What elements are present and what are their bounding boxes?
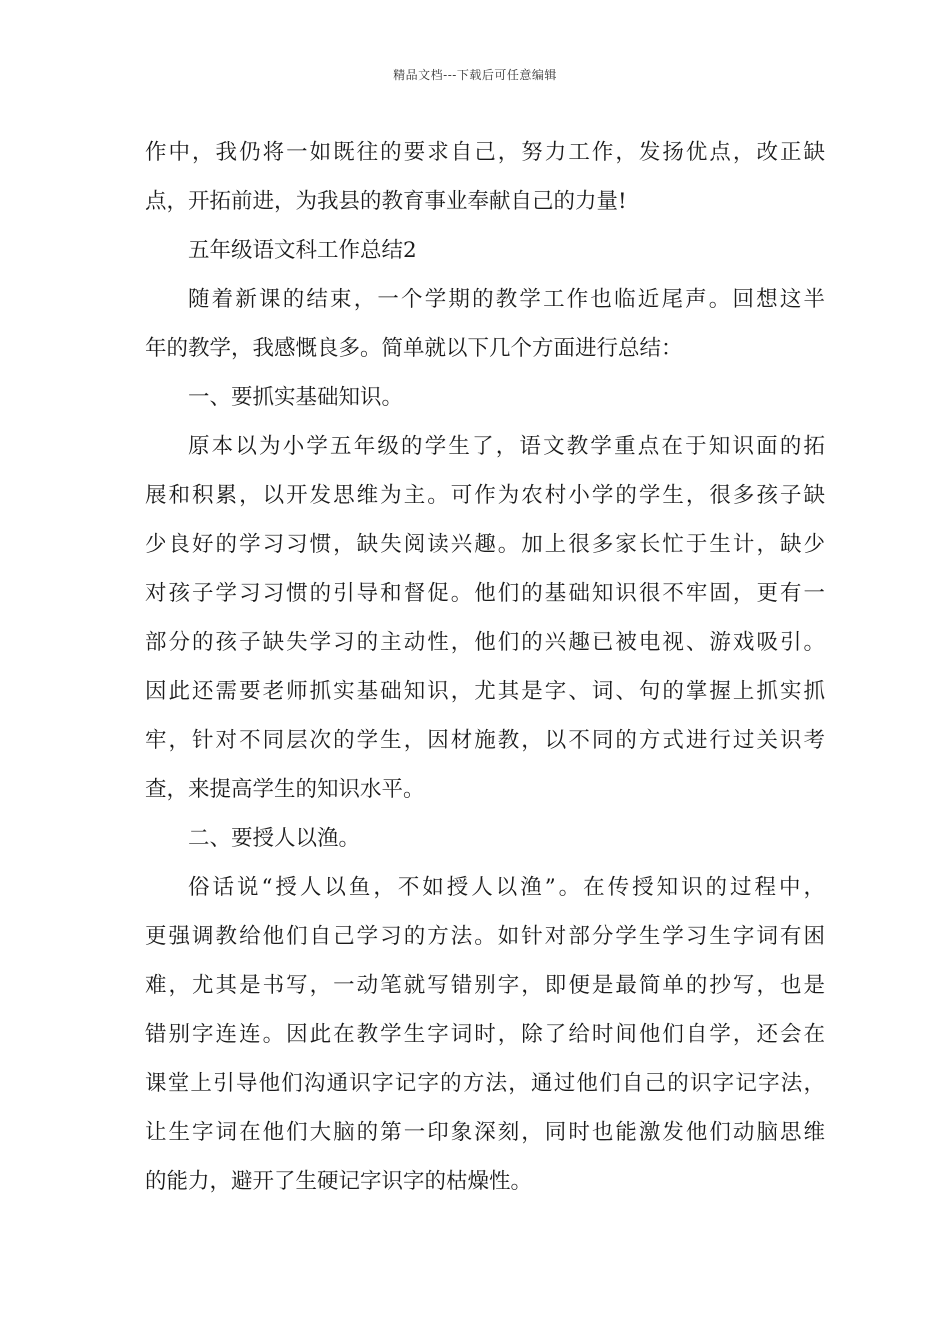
text-line: 部分的孩子缺失学习的主动性，他们的兴趣已被电视、游戏吸引。: [145, 630, 825, 655]
text-line: 展和积累，以开发思维为主。可作为农村小学的学生，很多孩子缺: [145, 483, 825, 508]
text-line: 查，来提高学生的知识水平。: [145, 777, 425, 802]
text-line: 课堂上引导他们沟通识字记字的方法，通过他们自己的识字记字法，: [145, 1071, 825, 1096]
text-line: 少良好的学习习惯，缺失阅读兴趣。加上很多家长忙于生计，缺少: [145, 532, 825, 557]
text-line: 二、要授人以渔。: [188, 826, 361, 851]
text-line: 更强调教给他们自己学习的方法。如针对部分学生学习生字词有困: [145, 924, 825, 949]
text-line: 对孩子学习习惯的引导和督促。他们的基础知识很不牢固，更有一: [145, 581, 825, 606]
text-line: 让生字词在他们大脑的第一印象深刻，同时也能激发他们动脑思维: [145, 1120, 825, 1145]
document-body: [145, 128, 825, 1206]
text-line: 难，尤其是书写，一动笔就写错别字，即便是最简单的抄写，也是: [145, 973, 825, 998]
page-header: 精品文档---下载后可任意编辑: [393, 68, 557, 82]
text-line: 因此还需要老师抓实基础知识，尤其是字、词、句的掌握上抓实抓: [145, 679, 825, 704]
text-line: 作中，我仍将一如既往的要求自己，努力工作，发扬优点，改正缺: [145, 140, 825, 165]
text-line: 五年级语文科工作总结2: [188, 238, 417, 263]
text-line: 随着新课的结束，一个学期的教学工作也临近尾声。回想这半: [188, 287, 825, 312]
text-line: 点，开拓前进，为我县的教育事业奉献自己的力量!: [145, 189, 627, 214]
text-line: 的能力，避开了生硬记字识字的枯燥性。: [145, 1169, 533, 1194]
text-line: 原本以为小学五年级的学生了，语文教学重点在于知识面的拓: [188, 434, 825, 459]
text-line: 牢，针对不同层次的学生，因材施教，以不同的方式进行过关识考: [145, 728, 825, 753]
text-line: 俗话说“授人以鱼，不如授人以渔”。在传授知识的过程中，: [188, 875, 825, 900]
text-line: 年的教学，我感慨良多。简单就以下几个方面进行总结：: [145, 336, 683, 361]
text-line: 一、要抓实基础知识。: [188, 385, 404, 410]
text-line: 错别字连连。因此在教学生字词时，除了给时间他们自学，还会在: [145, 1022, 825, 1047]
